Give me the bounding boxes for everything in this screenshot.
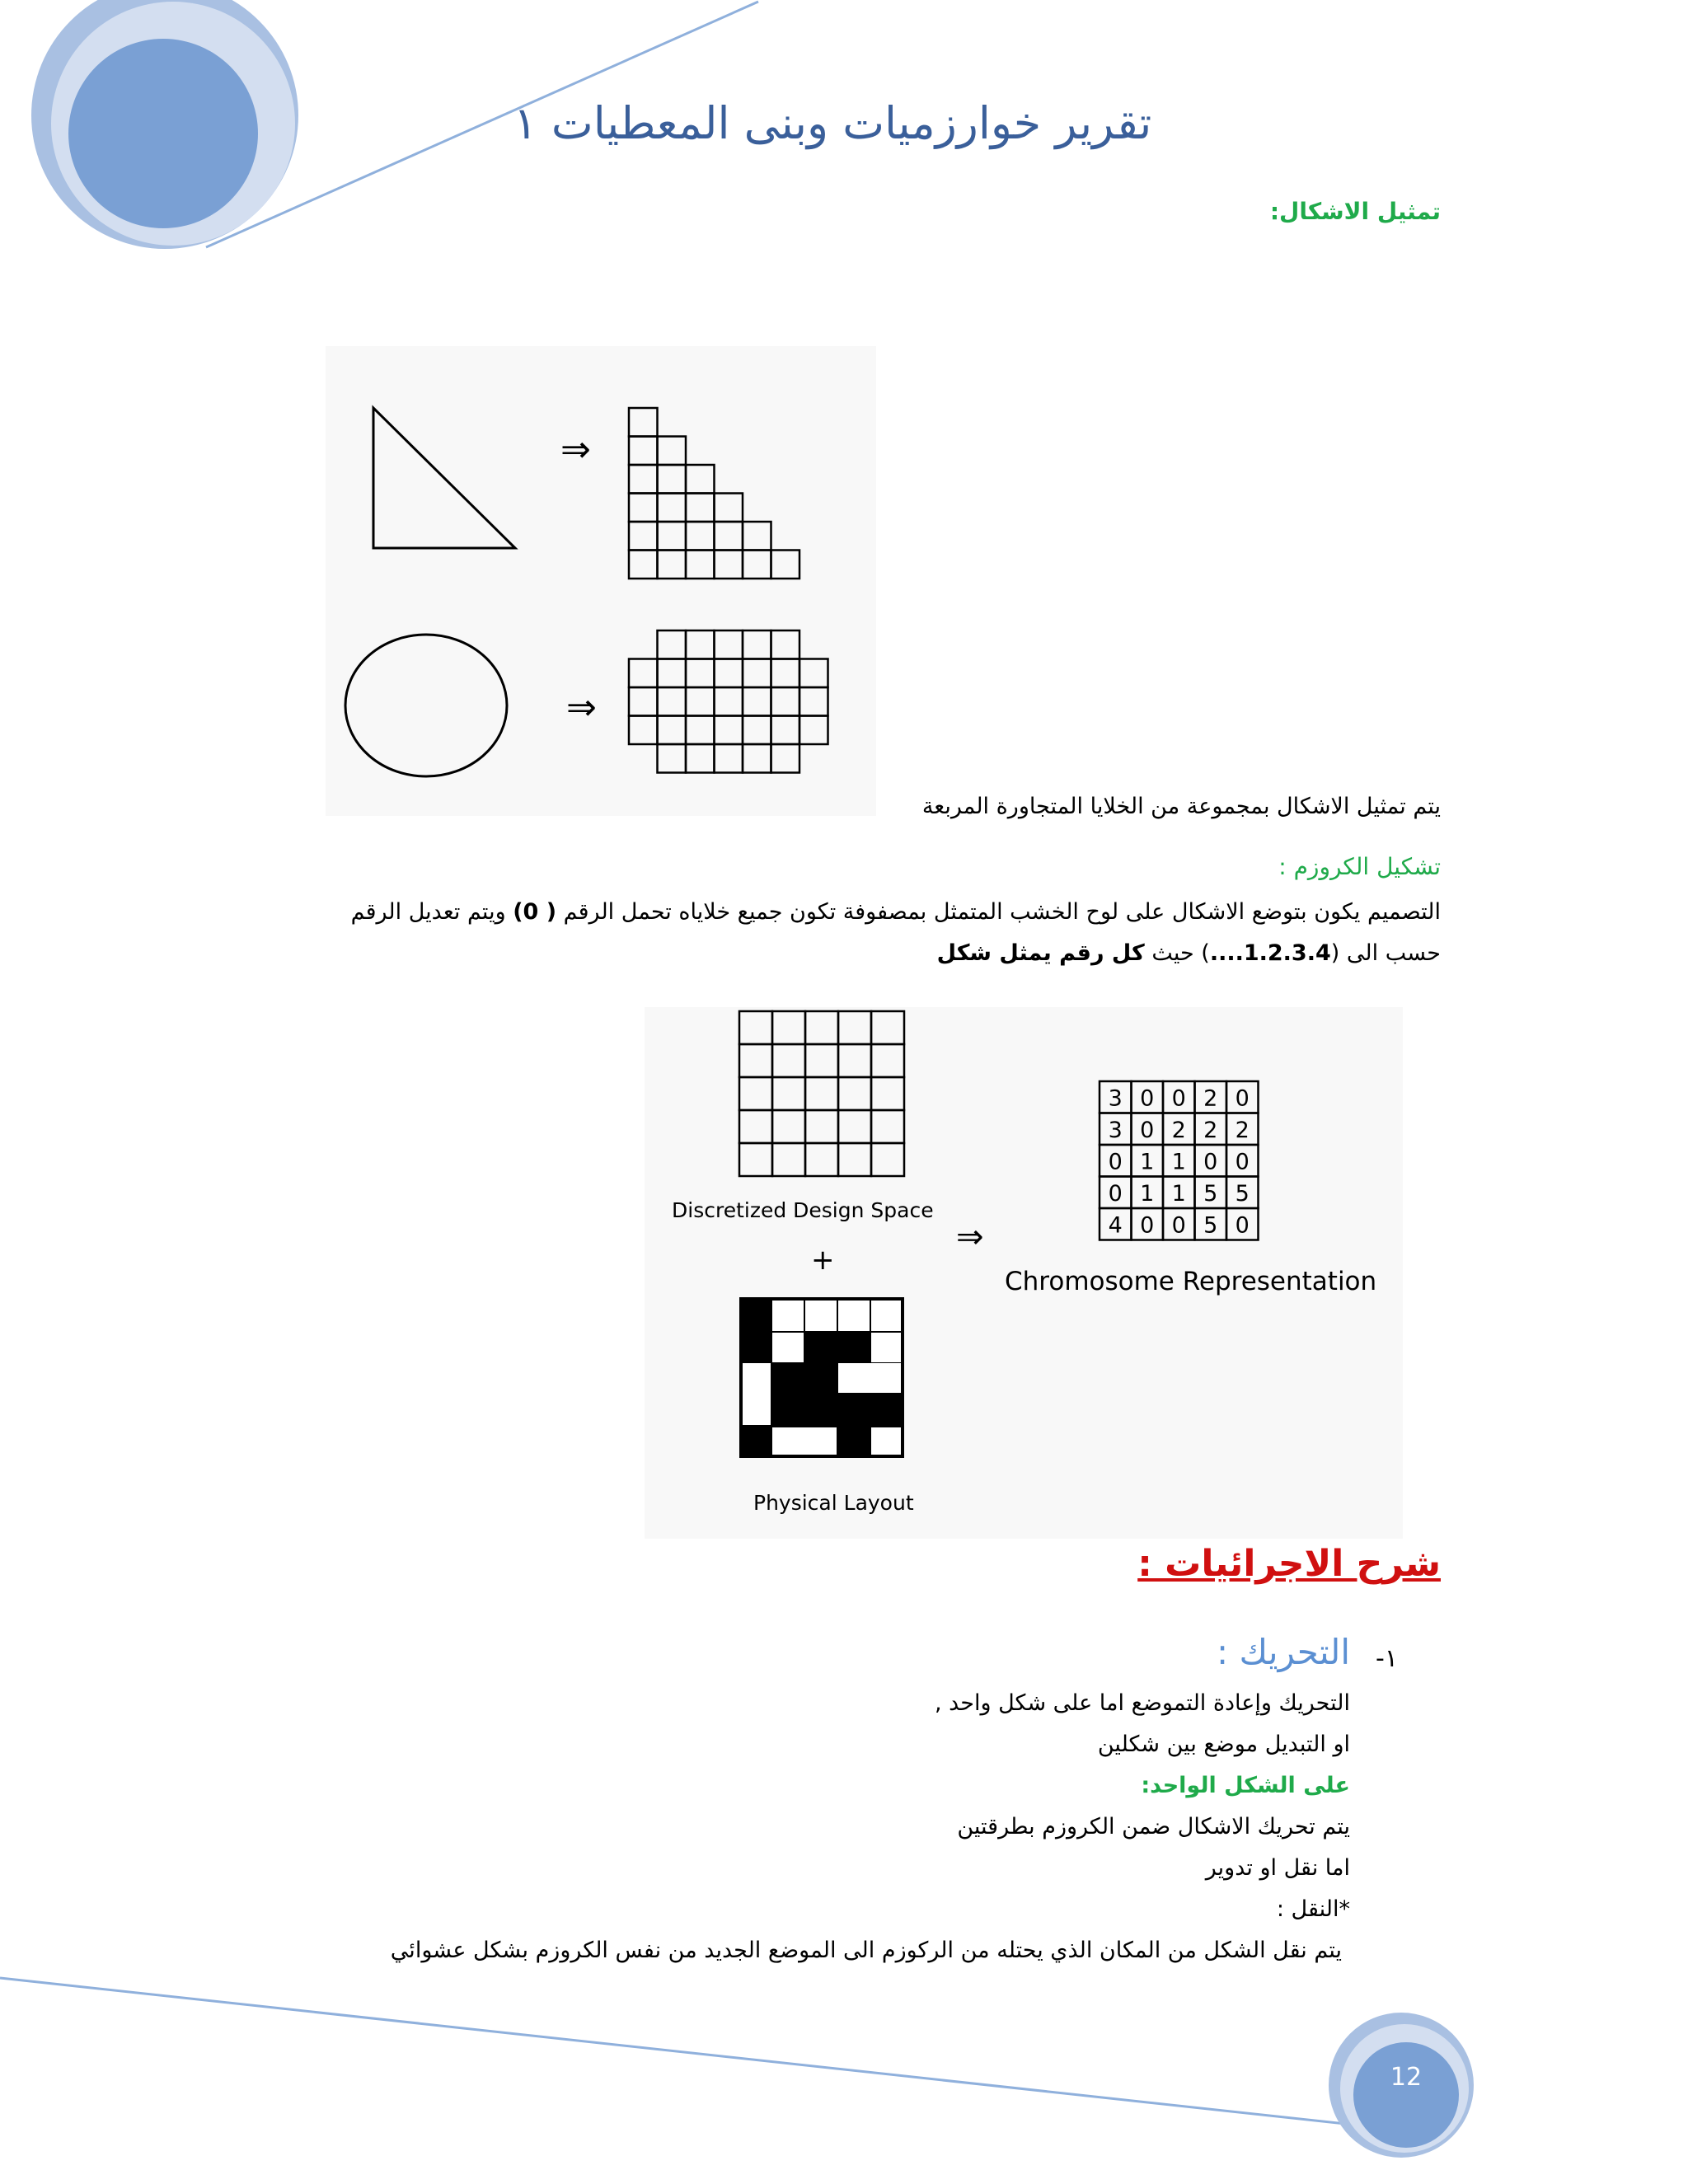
chromosome-value: 5 xyxy=(1235,1180,1250,1207)
design-cell xyxy=(805,1011,838,1044)
design-cell xyxy=(805,1110,838,1143)
design-cell xyxy=(772,1143,805,1176)
page-title: تقرير خوارزميات وبنى المعطيات ١ xyxy=(513,97,1152,149)
oval-cell xyxy=(658,687,687,716)
stair-cell xyxy=(686,551,715,579)
oval-cell xyxy=(799,716,828,745)
oval-cell xyxy=(771,744,800,773)
section-heading-chromosome: تشكيل الكروزم : xyxy=(1278,853,1441,880)
oval-cell xyxy=(686,744,715,773)
oval-cell xyxy=(658,659,687,688)
chromosome-value: 4 xyxy=(1108,1212,1123,1239)
design-cell xyxy=(739,1011,772,1044)
chromosome-value: 3 xyxy=(1108,1085,1123,1112)
proc-line-4: يتم تحريك الاشكال ضمن الكروزم بطرقتين xyxy=(957,1814,1350,1840)
stair-cell xyxy=(743,551,771,579)
stair-cell xyxy=(743,522,771,551)
label-design-space: Discretized Design Space xyxy=(672,1198,934,1222)
proc-line-2: او التبديل موضع بين شكلين xyxy=(1097,1732,1350,1757)
item-number: -١ xyxy=(1376,1644,1398,1673)
chromosome-value: 2 xyxy=(1171,1117,1186,1143)
stair-cell xyxy=(686,494,715,523)
chromosome-description-line-1: التصميم يكون بتوضع الاشكال على لوح الخشب المتمثل بمصفوفة تكون جميع خلاياه تحمل الرقم ( 0) ويتم تعديل الرقم xyxy=(350,899,1441,925)
stair-cell xyxy=(715,551,743,579)
design-cell xyxy=(805,1044,838,1077)
stair-cell xyxy=(658,522,687,551)
stair-cell xyxy=(629,551,658,579)
oval-cell xyxy=(743,687,771,716)
chromosome-value: 0 xyxy=(1140,1117,1155,1143)
oval-cell xyxy=(771,630,800,659)
design-cell xyxy=(805,1143,838,1176)
oval-cell xyxy=(658,716,687,745)
chromosome-value: 0 xyxy=(1235,1085,1250,1112)
stair-cell xyxy=(629,465,658,494)
label-chromosome: Chromosome Representation xyxy=(1005,1267,1377,1296)
design-cell xyxy=(739,1110,772,1143)
design-cell xyxy=(838,1077,871,1110)
oval-cell xyxy=(686,687,715,716)
chromosome-description xyxy=(254,892,1441,974)
design-cell xyxy=(772,1011,805,1044)
chromosome-value: 1 xyxy=(1140,1180,1155,1207)
chromosome-value: 0 xyxy=(1203,1149,1218,1175)
chromosome-value: 2 xyxy=(1235,1117,1250,1143)
chromosome-description-line-2: حسب الى (1.2.3.4....) حيث كل رقم يمثل شكل xyxy=(936,940,1441,966)
design-cell xyxy=(772,1110,805,1143)
stair-cell xyxy=(629,494,658,523)
oval-cell xyxy=(715,687,743,716)
oval-cell xyxy=(715,630,743,659)
oval-cell xyxy=(771,716,800,745)
proc-line-6: *النقل : xyxy=(1276,1896,1350,1922)
stair-cell xyxy=(771,551,800,579)
chromosome-value: 0 xyxy=(1235,1149,1250,1175)
stair-cell xyxy=(686,522,715,551)
procedures-body xyxy=(196,1683,1350,1971)
design-cell xyxy=(871,1110,904,1143)
proc-line-1: التحريك وإعادة التموضع اما على شكل واحد , xyxy=(934,1690,1350,1716)
design-cell xyxy=(871,1077,904,1110)
procedures-heading: شرح الاجرائيات : xyxy=(1137,1543,1441,1585)
oval-cell xyxy=(658,744,687,773)
design-cell xyxy=(772,1077,805,1110)
design-cell xyxy=(871,1011,904,1044)
oval-cell xyxy=(799,659,828,688)
chromosome-value: 0 xyxy=(1235,1212,1250,1239)
design-cell xyxy=(739,1044,772,1077)
oval-cell xyxy=(686,659,715,688)
design-cell xyxy=(805,1077,838,1110)
page-number: 12 xyxy=(1390,2063,1423,2092)
oval-cell xyxy=(629,659,658,688)
section-heading-shapes: تمثيل الاشكال: xyxy=(1269,198,1441,225)
stair-cell xyxy=(629,522,658,551)
stair-cell xyxy=(629,408,658,437)
design-cell xyxy=(838,1143,871,1176)
design-cell xyxy=(739,1077,772,1110)
physical-layout-pattern xyxy=(739,1297,904,1458)
stair-cell xyxy=(686,465,715,494)
stair-cell xyxy=(715,494,743,523)
stair-cell xyxy=(715,522,743,551)
oval-cell xyxy=(743,659,771,688)
label-physical-layout: Physical Layout xyxy=(753,1491,914,1515)
chromosome-value: 2 xyxy=(1203,1085,1218,1112)
svg-text:⇒: ⇒ xyxy=(566,687,597,729)
oval-cell xyxy=(743,716,771,745)
svg-text:⇒: ⇒ xyxy=(560,429,591,471)
stair-cell xyxy=(658,465,687,494)
chromosome-value: 1 xyxy=(1171,1180,1186,1207)
oval-cell xyxy=(715,744,743,773)
plus-sign: + xyxy=(811,1244,835,1277)
stair-cell xyxy=(629,437,658,466)
design-cell xyxy=(871,1143,904,1176)
chromosome-value: 0 xyxy=(1171,1212,1186,1239)
proc-line-5: اما نقل او تدوير xyxy=(1205,1855,1350,1881)
figure-shapes-to-cells xyxy=(326,346,876,816)
oval-cell xyxy=(629,687,658,716)
oval-cell xyxy=(743,630,771,659)
oval-cell xyxy=(771,659,800,688)
stair-cell xyxy=(658,437,687,466)
design-cell xyxy=(871,1044,904,1077)
design-cell xyxy=(838,1110,871,1143)
chromosome-value: 0 xyxy=(1140,1085,1155,1112)
chromosome-value: 0 xyxy=(1108,1180,1123,1207)
chromosome-value: 1 xyxy=(1171,1149,1186,1175)
design-cell xyxy=(772,1044,805,1077)
oval-cell xyxy=(771,687,800,716)
oval-cell xyxy=(686,716,715,745)
arrow-icon: ⇒ xyxy=(956,1218,984,1256)
oval-cell xyxy=(686,630,715,659)
chromosome-value: 5 xyxy=(1203,1180,1218,1207)
stair-cell xyxy=(658,551,687,579)
oval-cell xyxy=(629,716,658,745)
chromosome-value: 0 xyxy=(1108,1149,1123,1175)
oval-cell xyxy=(658,630,687,659)
shapes-caption: يتم تمثيل الاشكال بمجموعة من الخلايا المتجاورة المربعة xyxy=(921,794,1441,819)
chromosome-value: 2 xyxy=(1203,1117,1218,1143)
figure-chromosome-representation xyxy=(645,1007,1403,1539)
proc-line-3: على الشكل الواحد: xyxy=(1141,1773,1350,1798)
chromosome-value: 0 xyxy=(1140,1212,1155,1239)
oval-cell xyxy=(715,716,743,745)
oval-cell xyxy=(743,744,771,773)
proc-line-7: يتم نقل الشكل من المكان الذي يحتله من الركوزم الى الموضع الجديد من نفس الكروزم بشكل عشوائي xyxy=(390,1938,1342,1963)
chromosome-value: 5 xyxy=(1203,1212,1218,1239)
stair-cell xyxy=(658,494,687,523)
chromosome-value: 0 xyxy=(1171,1085,1186,1112)
oval-cell xyxy=(715,659,743,688)
item-title-move: التحريك : xyxy=(1216,1632,1350,1672)
oval-cell xyxy=(799,687,828,716)
design-cell xyxy=(838,1011,871,1044)
chromosome-value: 1 xyxy=(1140,1149,1155,1175)
design-cell xyxy=(739,1143,772,1176)
chromosome-value: 3 xyxy=(1108,1117,1123,1143)
design-cell xyxy=(838,1044,871,1077)
